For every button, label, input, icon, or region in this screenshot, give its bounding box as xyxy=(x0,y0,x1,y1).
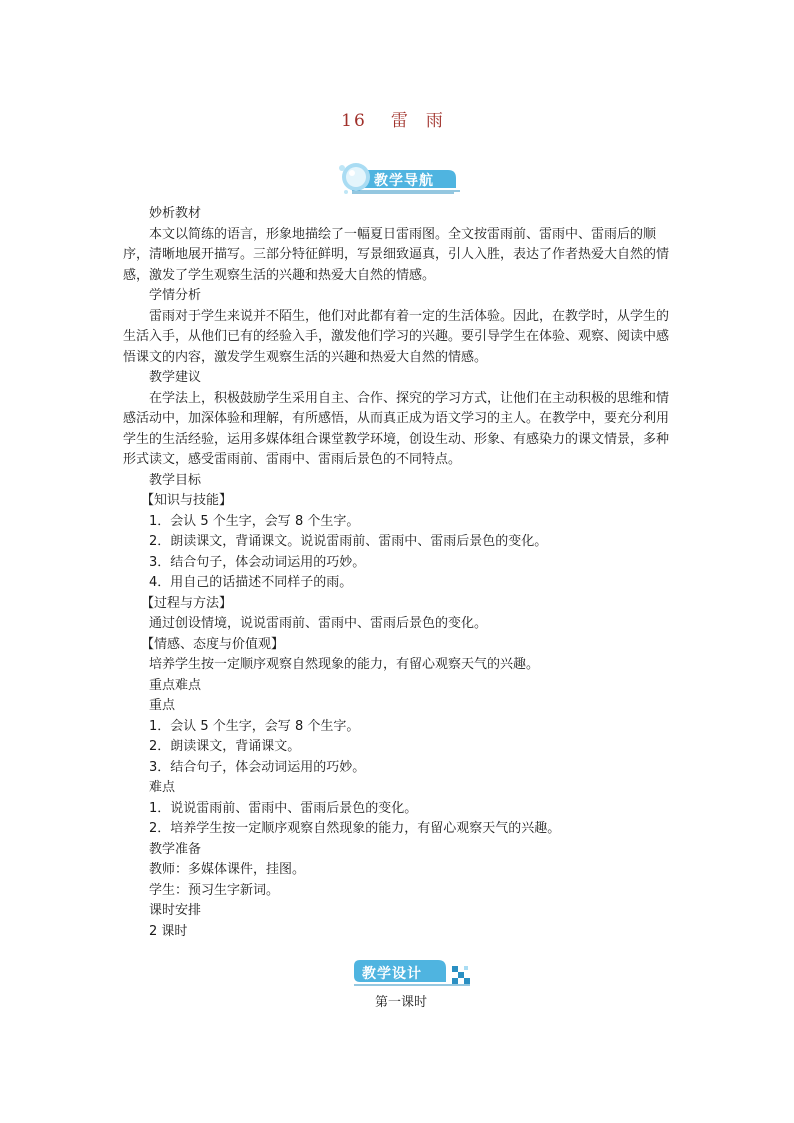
list-item: 2．朗读课文，背诵课文。说说雷雨前、雷雨中、雷雨后景色的变化。 xyxy=(149,534,548,549)
section-heading: 重点难点 xyxy=(149,677,202,693)
guide-banner xyxy=(338,158,462,198)
list-item: 2．朗读课文，背诵课文。 xyxy=(149,739,301,754)
section-paragraph: 本文以简练的语言，形象地描绘了一幅夏日雷雨图。全文按雷雨前、雷雨中、雷雨后的顺序，清晰地展开描写。三部分特征鲜明，写景细致逼真，引人入胜，表达了作者热爱大自然的情感，激发了学生观察生活的兴趣和热爱大自然的情感。 xyxy=(123,226,670,283)
list-item: 4．用自己的话描述不同样子的雨。 xyxy=(149,575,353,590)
section-heading: 教学准备 xyxy=(149,841,202,857)
section-heading: 教学建议 xyxy=(149,370,202,385)
section-heading: 学情分析 xyxy=(149,288,202,303)
sub-heading: 【情感、态度与价值观】 xyxy=(141,636,285,652)
list-item: 2 课时 xyxy=(149,923,188,939)
lesson-number: 16 xyxy=(341,111,367,131)
section-heading: 教学目标 xyxy=(149,472,202,488)
design-banner xyxy=(352,958,474,988)
list-item: 2．培养学生按一定顺序观察自然现象的能力，有留心观察天气的兴趣。 xyxy=(149,821,561,836)
sub-heading: 【过程与方法】 xyxy=(141,595,233,611)
design-banner-label: 教学设计 xyxy=(362,966,422,982)
list-item: 通过创设情境，说说雷雨前、雷雨中、雷雨后景色的变化。 xyxy=(149,616,488,631)
list-item: 3．结合句子，体会动词运用的巧妙。 xyxy=(149,759,366,775)
title-char-1: 雷 xyxy=(390,111,410,131)
guide-banner-label: 教学导航 xyxy=(374,173,434,189)
section-heading: 课时安排 xyxy=(149,903,202,918)
main-content xyxy=(123,204,679,942)
sub-heading: 重点 xyxy=(149,698,176,713)
sub-heading: 【知识与技能】 xyxy=(141,493,233,508)
section-paragraph: 雷雨对于学生来说并不陌生，他们对此都有着一定的生活体验。因此，在教学时，从学生的生活入手，从他们已有的经验入手，激发他们学习的兴趣。要引导学生在体验、观察、阅读中感悟课文的内容，激发学生观察生活的兴趣和热爱大自然的情感。 xyxy=(123,308,670,365)
list-item: 教师：多媒体课件，挂图。 xyxy=(149,862,306,877)
section-heading: 妙析教材 xyxy=(149,206,202,221)
list-item: 学生：预习生字新词。 xyxy=(149,882,280,898)
sub-heading: 难点 xyxy=(149,780,176,795)
list-item: 1．会认 5 个生字，会写 8 个生字。 xyxy=(149,513,360,529)
section-paragraph: 在学法上，积极鼓励学生采用自主、合作、探究的学习方式，让他们在主动积极的思维和情感活动中，加深体验和理解，有所感悟，从而真正成为语文学习的主人。在教学中，要充分利用学生的生活经验，运用多媒体组合课堂教学环境，创设生动、形象、有感染力的课文情景，多种形式读文，感受雷雨前、雷雨中、雷雨后景色的不同特点。 xyxy=(123,390,670,467)
list-item: 3．结合句子，体会动词运用的巧妙。 xyxy=(149,554,366,570)
list-item: 1．说说雷雨前、雷雨中、雷雨后景色的变化。 xyxy=(149,800,418,816)
list-item: 培养学生按一定顺序观察自然现象的能力，有留心观察天气的兴趣。 xyxy=(149,657,540,672)
list-item: 1．会认 5 个生字，会写 8 个生字。 xyxy=(149,718,360,734)
lesson-title xyxy=(0,106,794,131)
title-char-2: 雨 xyxy=(425,111,445,131)
first-lesson-heading: 第一课时 xyxy=(374,995,427,1010)
lesson-subheading-wrap xyxy=(123,993,679,1014)
